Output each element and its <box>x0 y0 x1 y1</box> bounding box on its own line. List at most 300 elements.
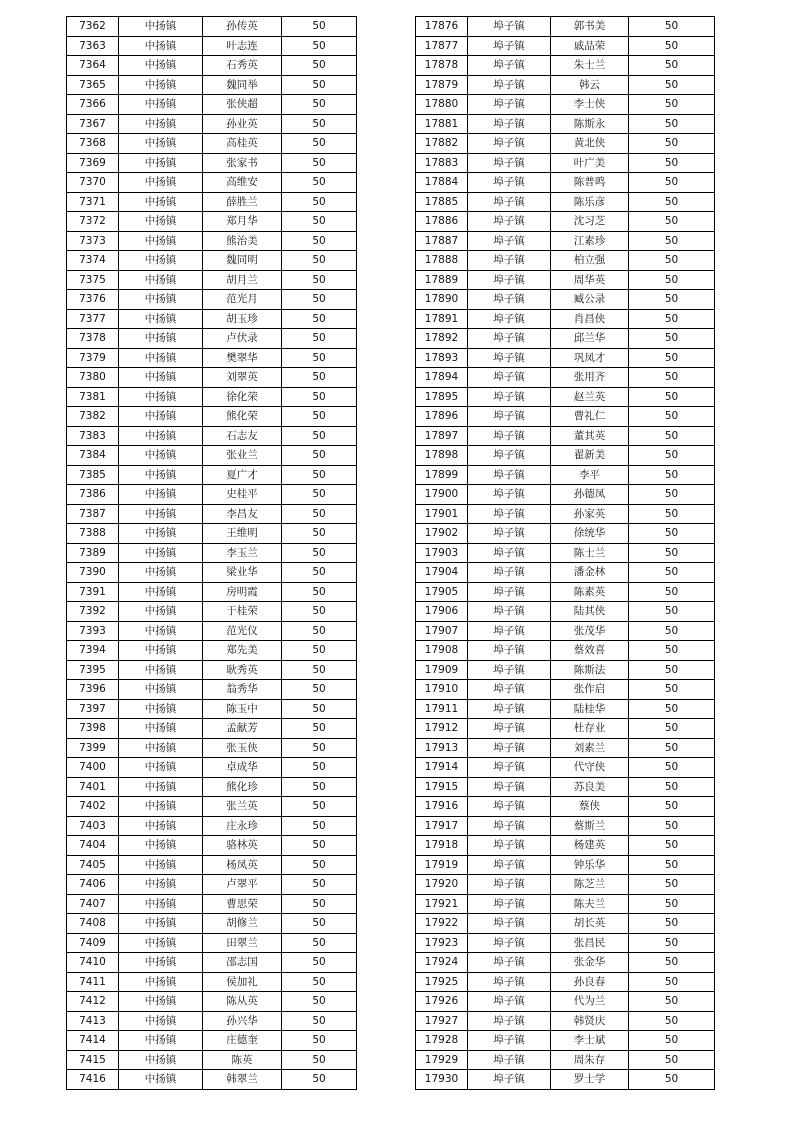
table-row <box>67 1031 357 1051</box>
amount-cell: 50 <box>282 309 357 329</box>
serial-number-cell: 7378 <box>67 329 119 349</box>
person-name-cell: 徐化荣 <box>203 387 282 407</box>
serial-number-cell: 17889 <box>416 270 468 290</box>
serial-number-cell: 7369 <box>67 153 119 173</box>
town-cell: 中扬镇 <box>119 192 203 212</box>
person-name-cell: 代守侠 <box>551 758 629 778</box>
serial-number-cell: 7404 <box>67 836 119 856</box>
serial-number-cell: 17898 <box>416 446 468 466</box>
town-cell: 中扬镇 <box>119 36 203 56</box>
town-cell: 中扬镇 <box>119 387 203 407</box>
amount-cell: 50 <box>629 426 715 446</box>
town-cell: 埠子镇 <box>468 329 551 349</box>
town-cell: 中扬镇 <box>119 563 203 583</box>
person-name-cell: 柏立强 <box>551 251 629 271</box>
amount-cell: 50 <box>629 17 715 37</box>
person-name-cell: 叶广美 <box>551 153 629 173</box>
serial-number-cell: 17894 <box>416 368 468 388</box>
town-cell: 中扬镇 <box>119 816 203 836</box>
person-name-cell: 张昌民 <box>551 933 629 953</box>
amount-cell: 50 <box>282 777 357 797</box>
amount-cell: 50 <box>629 602 715 622</box>
amount-cell: 50 <box>629 1011 715 1031</box>
table-row <box>416 270 715 290</box>
person-name-cell: 魏同明 <box>203 251 282 271</box>
person-name-cell: 杜存业 <box>551 719 629 739</box>
serial-number-cell: 17903 <box>416 543 468 563</box>
person-name-cell: 肖昌侠 <box>551 309 629 329</box>
town-cell: 埠子镇 <box>468 17 551 37</box>
person-name-cell: 韩云 <box>551 75 629 95</box>
left-roster-body <box>67 17 357 1090</box>
serial-number-cell: 7379 <box>67 348 119 368</box>
person-name-cell: 罗士学 <box>551 1070 629 1090</box>
amount-cell: 50 <box>282 894 357 914</box>
table-row <box>67 777 357 797</box>
serial-number-cell: 17915 <box>416 777 468 797</box>
person-name-cell: 孙德凤 <box>551 485 629 505</box>
town-cell: 埠子镇 <box>468 563 551 583</box>
person-name-cell: 陈夫兰 <box>551 894 629 914</box>
serial-number-cell: 17923 <box>416 933 468 953</box>
amount-cell: 50 <box>629 329 715 349</box>
amount-cell: 50 <box>282 251 357 271</box>
person-name-cell: 翁秀华 <box>203 680 282 700</box>
town-cell: 中扬镇 <box>119 465 203 485</box>
serial-number-cell: 17888 <box>416 251 468 271</box>
amount-cell: 50 <box>629 173 715 193</box>
table-row <box>67 602 357 622</box>
person-name-cell: 周华英 <box>551 270 629 290</box>
town-cell: 埠子镇 <box>468 95 551 115</box>
amount-cell: 50 <box>282 407 357 427</box>
table-row <box>416 1050 715 1070</box>
town-cell: 中扬镇 <box>119 992 203 1012</box>
town-cell: 埠子镇 <box>468 270 551 290</box>
table-row <box>416 231 715 251</box>
person-name-cell: 李昌友 <box>203 504 282 524</box>
amount-cell: 50 <box>282 914 357 934</box>
amount-cell: 50 <box>282 1011 357 1031</box>
amount-cell: 50 <box>282 875 357 895</box>
amount-cell: 50 <box>282 563 357 583</box>
serial-number-cell: 7377 <box>67 309 119 329</box>
amount-cell: 50 <box>282 212 357 232</box>
town-cell: 埠子镇 <box>468 426 551 446</box>
amount-cell: 50 <box>282 173 357 193</box>
table-row <box>67 387 357 407</box>
amount-cell: 50 <box>282 680 357 700</box>
table-row <box>67 329 357 349</box>
serial-number-cell: 7382 <box>67 407 119 427</box>
town-cell: 中扬镇 <box>119 251 203 271</box>
town-cell: 埠子镇 <box>468 75 551 95</box>
town-cell: 埠子镇 <box>468 660 551 680</box>
town-cell: 埠子镇 <box>468 173 551 193</box>
amount-cell: 50 <box>282 602 357 622</box>
town-cell: 埠子镇 <box>468 485 551 505</box>
person-name-cell: 陆桂华 <box>551 699 629 719</box>
serial-number-cell: 17883 <box>416 153 468 173</box>
town-cell: 埠子镇 <box>468 641 551 661</box>
person-name-cell: 陈斯永 <box>551 114 629 134</box>
amount-cell: 50 <box>629 660 715 680</box>
person-name-cell: 张侠超 <box>203 95 282 115</box>
person-name-cell: 刘翠英 <box>203 368 282 388</box>
town-cell: 埠子镇 <box>468 855 551 875</box>
person-name-cell: 蔡斯兰 <box>551 816 629 836</box>
person-name-cell: 孙传英 <box>203 17 282 37</box>
table-row <box>67 953 357 973</box>
table-row <box>67 348 357 368</box>
serial-number-cell: 7410 <box>67 953 119 973</box>
serial-number-cell: 17893 <box>416 348 468 368</box>
table-row <box>416 875 715 895</box>
serial-number-cell: 7376 <box>67 290 119 310</box>
town-cell: 中扬镇 <box>119 836 203 856</box>
table-row <box>416 641 715 661</box>
amount-cell: 50 <box>629 933 715 953</box>
amount-cell: 50 <box>629 738 715 758</box>
table-row <box>67 75 357 95</box>
serial-number-cell: 17930 <box>416 1070 468 1090</box>
serial-number-cell: 17919 <box>416 855 468 875</box>
serial-number-cell: 7388 <box>67 524 119 544</box>
person-name-cell: 卓成华 <box>203 758 282 778</box>
town-cell: 中扬镇 <box>119 1070 203 1090</box>
serial-number-cell: 17902 <box>416 524 468 544</box>
serial-number-cell: 7383 <box>67 426 119 446</box>
serial-number-cell: 7387 <box>67 504 119 524</box>
serial-number-cell: 7384 <box>67 446 119 466</box>
person-name-cell: 董其英 <box>551 426 629 446</box>
serial-number-cell: 7381 <box>67 387 119 407</box>
table-row <box>416 953 715 973</box>
amount-cell: 50 <box>282 290 357 310</box>
person-name-cell: 臧公录 <box>551 290 629 310</box>
table-row <box>416 134 715 154</box>
serial-number-cell: 17921 <box>416 894 468 914</box>
town-cell: 中扬镇 <box>119 153 203 173</box>
amount-cell: 50 <box>629 777 715 797</box>
serial-number-cell: 7416 <box>67 1070 119 1090</box>
town-cell: 埠子镇 <box>468 816 551 836</box>
table-row <box>67 699 357 719</box>
amount-cell: 50 <box>282 153 357 173</box>
amount-cell: 50 <box>282 56 357 76</box>
amount-cell: 50 <box>629 524 715 544</box>
town-cell: 中扬镇 <box>119 875 203 895</box>
person-name-cell: 陈玉中 <box>203 699 282 719</box>
amount-cell: 50 <box>629 816 715 836</box>
person-name-cell: 石志友 <box>203 426 282 446</box>
serial-number-cell: 17879 <box>416 75 468 95</box>
amount-cell: 50 <box>282 972 357 992</box>
table-row <box>67 738 357 758</box>
person-name-cell: 骆林英 <box>203 836 282 856</box>
amount-cell: 50 <box>629 953 715 973</box>
town-cell: 中扬镇 <box>119 582 203 602</box>
amount-cell: 50 <box>282 75 357 95</box>
table-row <box>416 933 715 953</box>
table-row <box>67 797 357 817</box>
amount-cell: 50 <box>282 446 357 466</box>
table-row <box>67 153 357 173</box>
town-cell: 埠子镇 <box>468 212 551 232</box>
serial-number-cell: 17924 <box>416 953 468 973</box>
table-row <box>67 309 357 329</box>
table-row <box>67 972 357 992</box>
serial-number-cell: 17884 <box>416 173 468 193</box>
person-name-cell: 郭书美 <box>551 17 629 37</box>
person-name-cell: 孙家英 <box>551 504 629 524</box>
amount-cell: 50 <box>282 758 357 778</box>
person-name-cell: 黄北侠 <box>551 134 629 154</box>
town-cell: 埠子镇 <box>468 36 551 56</box>
person-name-cell: 张作启 <box>551 680 629 700</box>
town-cell: 埠子镇 <box>468 719 551 739</box>
amount-cell: 50 <box>629 446 715 466</box>
serial-number-cell: 17912 <box>416 719 468 739</box>
person-name-cell: 高维安 <box>203 173 282 193</box>
town-cell: 埠子镇 <box>468 309 551 329</box>
table-row <box>416 153 715 173</box>
serial-number-cell: 7374 <box>67 251 119 271</box>
town-cell: 埠子镇 <box>468 153 551 173</box>
town-cell: 中扬镇 <box>119 641 203 661</box>
person-name-cell: 邱兰华 <box>551 329 629 349</box>
table-row <box>416 36 715 56</box>
serial-number-cell: 7406 <box>67 875 119 895</box>
amount-cell: 50 <box>282 953 357 973</box>
serial-number-cell: 17896 <box>416 407 468 427</box>
town-cell: 中扬镇 <box>119 660 203 680</box>
town-cell: 中扬镇 <box>119 329 203 349</box>
table-row <box>67 270 357 290</box>
person-name-cell: 庄永珍 <box>203 816 282 836</box>
person-name-cell: 陈斯法 <box>551 660 629 680</box>
amount-cell: 50 <box>629 699 715 719</box>
serial-number-cell: 17876 <box>416 17 468 37</box>
serial-number-cell: 17899 <box>416 465 468 485</box>
town-cell: 中扬镇 <box>119 485 203 505</box>
table-row <box>416 563 715 583</box>
serial-number-cell: 17907 <box>416 621 468 641</box>
serial-number-cell: 17890 <box>416 290 468 310</box>
person-name-cell: 曹礼仁 <box>551 407 629 427</box>
amount-cell: 50 <box>629 875 715 895</box>
serial-number-cell: 17904 <box>416 563 468 583</box>
person-name-cell: 于桂荣 <box>203 602 282 622</box>
town-cell: 埠子镇 <box>468 894 551 914</box>
table-row <box>416 972 715 992</box>
serial-number-cell: 7402 <box>67 797 119 817</box>
table-row <box>67 582 357 602</box>
person-name-cell: 陈芝兰 <box>551 875 629 895</box>
table-row <box>416 1070 715 1090</box>
town-cell: 中扬镇 <box>119 953 203 973</box>
amount-cell: 50 <box>629 465 715 485</box>
amount-cell: 50 <box>629 621 715 641</box>
person-name-cell: 高桂英 <box>203 134 282 154</box>
person-name-cell: 房明霞 <box>203 582 282 602</box>
table-row <box>67 134 357 154</box>
amount-cell: 50 <box>282 1070 357 1090</box>
serial-number-cell: 17914 <box>416 758 468 778</box>
table-row <box>416 192 715 212</box>
town-cell: 埠子镇 <box>468 875 551 895</box>
serial-number-cell: 17928 <box>416 1031 468 1051</box>
person-name-cell: 邵志国 <box>203 953 282 973</box>
person-name-cell: 苏良美 <box>551 777 629 797</box>
town-cell: 埠子镇 <box>468 1070 551 1090</box>
table-row <box>416 855 715 875</box>
table-row <box>67 1050 357 1070</box>
serial-number-cell: 7371 <box>67 192 119 212</box>
person-name-cell: 陈素英 <box>551 582 629 602</box>
table-row <box>67 894 357 914</box>
serial-number-cell: 7380 <box>67 368 119 388</box>
serial-number-cell: 17892 <box>416 329 468 349</box>
table-row <box>416 1011 715 1031</box>
person-name-cell: 薛胜兰 <box>203 192 282 212</box>
amount-cell: 50 <box>282 836 357 856</box>
table-row <box>67 173 357 193</box>
serial-number-cell: 17906 <box>416 602 468 622</box>
amount-cell: 50 <box>282 192 357 212</box>
town-cell: 埠子镇 <box>468 1050 551 1070</box>
town-cell: 埠子镇 <box>468 797 551 817</box>
amount-cell: 50 <box>282 641 357 661</box>
serial-number-cell: 17882 <box>416 134 468 154</box>
town-cell: 埠子镇 <box>468 758 551 778</box>
table-row <box>67 192 357 212</box>
amount-cell: 50 <box>629 153 715 173</box>
table-row <box>67 290 357 310</box>
table-row <box>67 56 357 76</box>
person-name-cell: 朱士兰 <box>551 56 629 76</box>
table-row <box>416 836 715 856</box>
town-cell: 埠子镇 <box>468 836 551 856</box>
town-cell: 埠子镇 <box>468 543 551 563</box>
person-name-cell: 孙业英 <box>203 114 282 134</box>
table-row <box>416 621 715 641</box>
table-row <box>67 641 357 661</box>
town-cell: 埠子镇 <box>468 251 551 271</box>
person-name-cell: 史桂平 <box>203 485 282 505</box>
person-name-cell: 梁业华 <box>203 563 282 583</box>
person-name-cell: 叶志连 <box>203 36 282 56</box>
town-cell: 中扬镇 <box>119 972 203 992</box>
table-row <box>416 758 715 778</box>
person-name-cell: 胡月兰 <box>203 270 282 290</box>
serial-number-cell: 7394 <box>67 641 119 661</box>
amount-cell: 50 <box>282 465 357 485</box>
town-cell: 中扬镇 <box>119 114 203 134</box>
serial-number-cell: 7398 <box>67 719 119 739</box>
town-cell: 埠子镇 <box>468 348 551 368</box>
person-name-cell: 翟新美 <box>551 446 629 466</box>
table-row <box>416 348 715 368</box>
town-cell: 埠子镇 <box>468 602 551 622</box>
serial-number-cell: 7362 <box>67 17 119 37</box>
amount-cell: 50 <box>629 309 715 329</box>
table-row <box>416 407 715 427</box>
person-name-cell: 沈习芝 <box>551 212 629 232</box>
town-cell: 埠子镇 <box>468 992 551 1012</box>
amount-cell: 50 <box>629 836 715 856</box>
table-row <box>416 465 715 485</box>
town-cell: 中扬镇 <box>119 719 203 739</box>
amount-cell: 50 <box>629 758 715 778</box>
person-name-cell: 张玉侠 <box>203 738 282 758</box>
amount-cell: 50 <box>282 95 357 115</box>
table-row <box>67 914 357 934</box>
table-row <box>67 621 357 641</box>
serial-number-cell: 17900 <box>416 485 468 505</box>
serial-number-cell: 7363 <box>67 36 119 56</box>
amount-cell: 50 <box>282 348 357 368</box>
serial-number-cell: 7364 <box>67 56 119 76</box>
town-cell: 中扬镇 <box>119 426 203 446</box>
amount-cell: 50 <box>629 192 715 212</box>
table-row <box>67 1070 357 1090</box>
person-name-cell: 陆其侠 <box>551 602 629 622</box>
person-name-cell: 李士侠 <box>551 95 629 115</box>
table-row <box>67 17 357 37</box>
town-cell: 中扬镇 <box>119 290 203 310</box>
table-row <box>67 543 357 563</box>
serial-number-cell: 17881 <box>416 114 468 134</box>
serial-number-cell: 7366 <box>67 95 119 115</box>
town-cell: 埠子镇 <box>468 290 551 310</box>
amount-cell: 50 <box>282 270 357 290</box>
amount-cell: 50 <box>282 719 357 739</box>
table-row <box>67 719 357 739</box>
town-cell: 中扬镇 <box>119 309 203 329</box>
amount-cell: 50 <box>629 1070 715 1090</box>
serial-number-cell: 17922 <box>416 914 468 934</box>
person-name-cell: 王维明 <box>203 524 282 544</box>
table-row <box>67 251 357 271</box>
serial-number-cell: 17918 <box>416 836 468 856</box>
amount-cell: 50 <box>629 855 715 875</box>
table-row <box>67 758 357 778</box>
amount-cell: 50 <box>629 212 715 232</box>
serial-number-cell: 7412 <box>67 992 119 1012</box>
serial-number-cell: 17880 <box>416 95 468 115</box>
amount-cell: 50 <box>629 894 715 914</box>
amount-cell: 50 <box>629 56 715 76</box>
amount-cell: 50 <box>282 114 357 134</box>
serial-number-cell: 17909 <box>416 660 468 680</box>
table-row <box>416 699 715 719</box>
serial-number-cell: 17910 <box>416 680 468 700</box>
table-row <box>416 75 715 95</box>
person-name-cell: 熊化珍 <box>203 777 282 797</box>
person-name-cell: 张兰英 <box>203 797 282 817</box>
person-name-cell: 庄德奎 <box>203 1031 282 1051</box>
table-row <box>416 173 715 193</box>
town-cell: 埠子镇 <box>468 1031 551 1051</box>
amount-cell: 50 <box>629 387 715 407</box>
person-name-cell: 卢翠平 <box>203 875 282 895</box>
town-cell: 埠子镇 <box>468 134 551 154</box>
amount-cell: 50 <box>629 641 715 661</box>
town-cell: 埠子镇 <box>468 524 551 544</box>
amount-cell: 50 <box>629 1050 715 1070</box>
town-cell: 埠子镇 <box>468 953 551 973</box>
